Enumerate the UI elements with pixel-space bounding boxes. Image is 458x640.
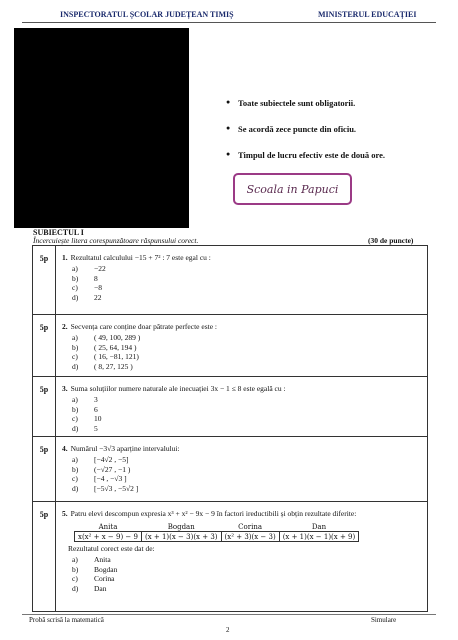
question-points: 5p [33,377,56,437]
instruction-item: ● Timpul de lucru efectiv este de două ore. [226,150,385,176]
student-name: Anita [75,522,142,532]
instructions-list [226,98,385,176]
answer-option[interactable]: a) Anita [72,555,111,564]
answer-option[interactable]: c) ( 16, −81, 121) [72,352,139,362]
question-body [56,437,427,493]
header-divider [22,22,436,23]
question-points: 5p [33,246,56,314]
results-table [74,522,359,542]
answer-option[interactable]: b) 8 [72,273,98,283]
question-body [56,502,427,593]
question-text: Secvența care conține doar pătrate perfecte este : [70,322,217,331]
answer-option[interactable]: b) ( 25, 64, 194 ) [72,342,137,352]
answer-option[interactable]: b) Bogdan [72,564,118,574]
answer-option[interactable]: a) −22 [72,264,106,273]
answer-option[interactable]: a) [−4√2 , −5] [72,455,129,464]
question-row [33,436,427,502]
answer-option[interactable]: c) −8 [72,283,102,293]
followup-text: Rezultatul corect este dat de: [68,544,155,553]
question-number: 5. [62,509,68,518]
question-number: 4. [62,444,68,453]
student-result: (x² + 3)(x − 3) [221,532,279,542]
answer-option[interactable]: c) [−4 , −√3 ] [72,474,127,484]
instruction-item: ● Toate subiectele sunt obligatorii. [226,98,385,124]
footer-divider [22,614,436,615]
answer-option[interactable]: c) Corina [72,574,115,584]
student-name: Corina [221,522,279,532]
answer-option[interactable]: b) (−√27 , −1 ) [72,464,131,474]
header-inspectorate: INSPECTORATUL ȘCOLAR JUDEȚEAN TIMIȘ [60,10,234,19]
answer-option[interactable]: d) 5 [72,423,98,433]
redacted-block [14,28,189,228]
answer-option[interactable]: b) 6 [72,404,98,414]
logo-stamp: Scoala in Papuci [233,173,352,205]
answer-option[interactable]: c) 10 [72,414,102,424]
question-text: Numărul −3√3 aparține intervalului: [70,444,180,453]
question-body [56,246,427,302]
answer-option[interactable]: a) ( 49, 100, 289 ) [72,333,141,342]
question-body [56,377,427,433]
section-points: (30 de puncte) [368,236,414,245]
answer-option[interactable]: a) 3 [72,395,98,404]
section-title: SUBIECTUL I [33,228,84,237]
page-number: 2 [226,626,230,634]
student-name: Dan [279,522,359,532]
questions-table [32,245,428,612]
answer-option[interactable]: d) ( 8, 27, 125 ) [72,361,133,371]
question-row [33,501,427,612]
answer-option[interactable]: d) [−5√3 , −5√2 ] [72,483,139,493]
question-number: 3. [62,384,68,393]
question-text: Rezultatul calculului −15 + 7² : 7 este egal cu : [70,253,211,262]
student-name: Bogdan [141,522,221,532]
instruction-item: ● Se acordă zece puncte din oficiu. [226,124,385,150]
question-number: 2. [62,322,68,331]
question-points: 5p [33,315,56,377]
question-row [33,246,427,314]
footer-exam-type: Simulare [371,616,397,624]
section-instruction: Încercuiește litera corespunzătoare răspunsului corect. [33,236,199,245]
answer-option[interactable]: d) 22 [72,292,102,302]
question-row [33,376,427,437]
question-row [33,314,427,377]
header-ministry: MINISTERUL EDUCAȚIEI [318,10,417,19]
question-points: 5p [33,437,56,502]
question-points: 5p [33,502,56,612]
question-number: 1. [62,253,68,262]
question-text: Suma soluțiilor numere naturale ale inecuației 3x − 1 ≤ 8 este egală cu : [70,384,286,393]
question-text: Patru elevi descompun expresia x³ + x² − 9x − 9 în factori ireductibili și obțin rezultate diferite: [70,509,357,518]
question-body [56,315,427,371]
footer-exam-title: Probă scrisă la matematică [29,616,104,624]
student-result: (x + 1)(x − 3)(x + 3) [141,532,221,542]
student-result: (x + 1)(x − 1)(x + 9) [279,532,359,542]
student-result: x(x² + x − 9) − 9 [75,532,142,542]
answer-option[interactable]: d) Dan [72,583,107,593]
